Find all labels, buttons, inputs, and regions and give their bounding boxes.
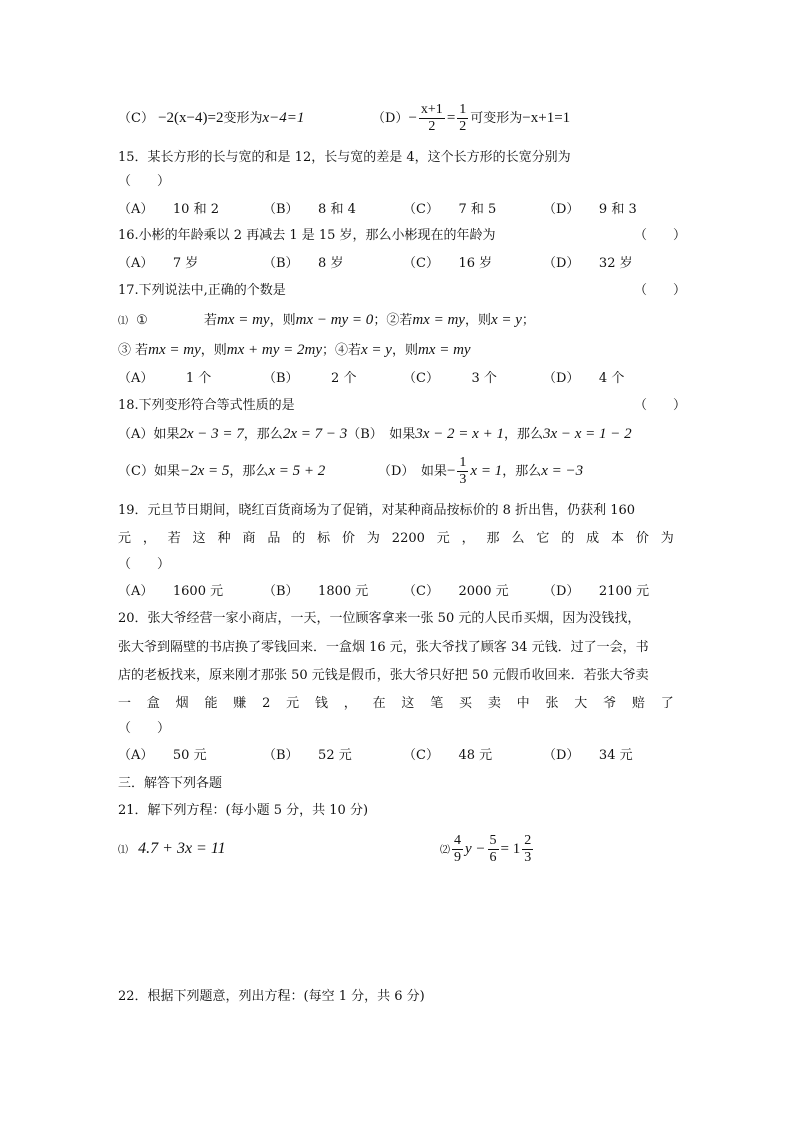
q14-d-minus: − (408, 110, 417, 126)
q18-d-den: 3 (459, 472, 467, 487)
q19-option-b: （B） 1800 元 (263, 584, 369, 599)
q17-line1-m2: mx − my = 0 (295, 312, 374, 328)
q17-line2-m3: x = y (361, 342, 392, 358)
q20-l4-w11: 笔 (430, 696, 444, 711)
q18-b-m2: 3x − x = 1 − 2 (542, 426, 632, 442)
q17-paren: （ ） (634, 283, 687, 298)
q19-line1: 19．元旦节日期间，晓红百货商场为了促销，对某种商品按标价的 8 折出售，仍获利 160 (118, 503, 636, 518)
q17-line2-c: ；④若 (321, 343, 361, 358)
q17-line1-d: ，则 (464, 313, 491, 328)
q17-option-c: （C） 3 个 (403, 371, 497, 386)
q14-c-label: （C） (118, 111, 154, 126)
q20-l4-w4: 赚 (233, 696, 247, 711)
q17-line2 (118, 338, 471, 362)
q21-p2-num3: 2 (524, 833, 532, 848)
q18-c-label: （C）如果 (118, 464, 180, 479)
q20-option-b: （B） 52 元 (263, 748, 352, 763)
q14-d-den: 2 (428, 119, 436, 134)
q17-line1-e: ； (521, 313, 535, 328)
q18-line-c (118, 459, 325, 483)
q16-option-d: （D） 32 岁 (543, 256, 633, 271)
q20-option-d: （D） 34 元 (543, 748, 633, 763)
q20-l4-w12: 买 (459, 696, 473, 711)
q17-option-d: （D） 4 个 (543, 371, 625, 386)
q21-p2-eq: = 1 (500, 841, 521, 857)
q16-option-b: （B） 8 岁 (263, 256, 344, 271)
q18-d-m1: x = 1 (470, 463, 503, 479)
q18-b-mid: ，那么 (503, 427, 543, 442)
q14-option-d (372, 98, 570, 138)
q21-p2-num2: 5 (489, 833, 497, 848)
q15-paren: （ ） (118, 174, 171, 189)
q19-l2-w6: 品 (267, 531, 281, 546)
q18-c-m2: x = 5 + 2 (268, 463, 326, 479)
q17-line2-m1: mx = my (148, 342, 201, 358)
q21-p2-label: ⑵ (440, 845, 450, 856)
q19-option-a: （A） 1600 元 (118, 584, 224, 599)
q20-option-a: （A） 50 元 (118, 748, 207, 763)
q17-line1-c: ；②若 (373, 313, 413, 328)
q17-line1-m3: mx = my (412, 312, 465, 328)
q17-line1-m4: x = y (490, 312, 522, 328)
q18-line-ab (118, 422, 632, 446)
q19-l2-w20: 价 (635, 531, 649, 546)
q18-a-m2: 2x = 7 − 3 (282, 426, 348, 442)
q19-l2-w10: 为 (366, 531, 380, 546)
q20-l4-w9: 在 (372, 696, 386, 711)
q17-line1 (118, 308, 535, 332)
q21-part2 (440, 828, 535, 870)
q18-stem: 18.下列变形符合等式性质的是 (118, 398, 295, 413)
q21-p2-frac2 (488, 833, 499, 866)
q21-p2-num1: 4 (454, 833, 461, 848)
q14-d-mid: 可变形为 (470, 111, 523, 126)
q14-d-den2: 2 (459, 119, 467, 134)
q16-paren: （ ） (634, 228, 687, 243)
q18-d-m2: x = −3 (541, 463, 584, 479)
section-3-heading: 三．解答下列各题 (118, 776, 223, 791)
q18-a-mid: ，那么 (243, 427, 283, 442)
q19-l2-w13: ， (461, 531, 475, 546)
q20-l4-w3: 能 (204, 696, 218, 711)
q21-p2-den1: 9 (454, 850, 461, 865)
q17-line2-d: ，则 (391, 343, 418, 358)
q17-option-b: （B） 2 个 (263, 371, 357, 386)
q14-c-rhs: x−4=1 (262, 110, 305, 126)
q14-d-eq: = (446, 110, 456, 126)
q18-a-m1: 2x − 3 = 7 (179, 426, 244, 442)
q20-l4-w8: ， (343, 696, 357, 711)
q19-l2-w2: 若 (167, 531, 181, 546)
q19-l2-w18: 成 (586, 531, 600, 546)
q21-p2-den2: 6 (489, 850, 497, 865)
q20-l4-w10: 这 (401, 696, 415, 711)
q19-l2-w7: 的 (292, 531, 306, 546)
q18-d-fraction (457, 455, 468, 488)
q20-l4-w18: 赔 (631, 696, 645, 711)
q14-d-rhs: −x+1=1 (522, 110, 571, 126)
q15-option-a: （A） 10 和 2 (118, 202, 219, 217)
q20-line2: 张大爷到隔壁的书店换了零钱回来．一盒烟 16 元，张大爷找了顾客 34 元钱．过了一会，书 (118, 640, 649, 655)
q15-stem: 15．某长方形的长与宽的和是 12，长与宽的差是 4，这个长方形的长宽分别为 (118, 150, 571, 165)
q17-line1-m1: mx = my (216, 312, 270, 328)
q20-l4-w15: 张 (545, 696, 559, 711)
q21-stem: 21．解下列方程：(每小题 5 分，共 10 分) (118, 803, 369, 818)
q16-option-a: （A） 7 岁 (118, 256, 199, 271)
q21-part1 (118, 836, 226, 862)
q19-l2-w12: 元 (436, 531, 450, 546)
q19-l2-w8: 标 (317, 531, 331, 546)
q20-l4-w2: 烟 (175, 696, 189, 711)
q18-b-label: （B） 如果 (347, 427, 416, 442)
q20-l4-w5: 2 (262, 696, 271, 711)
q19-l2-w16: 它 (536, 531, 550, 546)
q19-l2-w4: 种 (217, 531, 231, 546)
q20-l4-w6: 元 (286, 696, 300, 711)
q17-option-a: （A） 1 个 (118, 371, 212, 386)
q20-l4-w14: 中 (516, 696, 530, 711)
q20-l4-w7: 钱 (314, 696, 328, 711)
q19-paren: （ ） (118, 557, 171, 572)
q20-line3: 店的老板找来，原来刚才那张 50 元钱是假币，张大爷只好把 50 元假币收回来．若张大爷卖 (118, 668, 649, 683)
q21-p1-label: ⑴ (118, 845, 128, 856)
q14-d-fraction (419, 102, 445, 135)
q19-l2-w1: ， (142, 531, 156, 546)
q17-line2-b: ，则 (200, 343, 227, 358)
q20-l4-w19: 了 (660, 696, 674, 711)
q15-option-b: （B） 8 和 4 (263, 202, 356, 217)
q19-l2-w17: 的 (561, 531, 575, 546)
q14-d-fraction2 (457, 102, 468, 135)
q14-c-mid: 变形为 (223, 111, 263, 126)
q19-l2-w9: 价 (342, 531, 356, 546)
q21-p1-eq: 4.7 + 3x = 11 (138, 840, 226, 857)
q18-a-label: （A）如果 (118, 427, 180, 442)
q14-options-cd (118, 106, 304, 130)
q17-line1-a: 若 (203, 313, 217, 328)
q14-d-num: x+1 (420, 102, 443, 117)
q19-l2-w19: 本 (611, 531, 625, 546)
q18-b-m1: 3x − 2 = x + 1 (415, 426, 504, 442)
q18-d-num: 1 (459, 455, 467, 470)
q19-l2-w14: 那 (486, 531, 500, 546)
q17-line1-circ: ① (136, 313, 148, 328)
q17-line2-a: ③ 若 (118, 343, 149, 358)
q17-line1-marker: ⑴ (118, 316, 128, 327)
q19-line2 (118, 529, 674, 549)
q20-l4-w0: 一 (118, 696, 132, 711)
q20-l4-w1: 盒 (146, 696, 160, 711)
q19-l2-w21: 为 (660, 531, 674, 546)
q20-line1: 20．张大爷经营一家小商店，一天，一位顾客拿来一张 50 元的人民币买烟，因为没钱找， (118, 611, 641, 626)
q20-l4-w17: 爷 (603, 696, 617, 711)
q21-p2-y: y − (465, 841, 486, 857)
q20-l4-w13: 卖 (487, 696, 501, 711)
q20-line4 (118, 694, 674, 714)
q19-l2-w3: 这 (192, 531, 206, 546)
q17-line1-b: ，则 (269, 313, 296, 328)
q18-c-mid: ，那么 (229, 464, 269, 479)
q21-p2-frac3 (522, 833, 533, 866)
q22-stem: 22．根据下列题意，列出方程：(每空 1 分，共 6 分) (118, 989, 425, 1004)
q15-option-c: （C） 7 和 5 (403, 202, 497, 217)
q15-option-d: （D） 9 和 3 (543, 202, 637, 217)
q16-option-c: （C） 16 岁 (403, 256, 493, 271)
q16-stem: 16.小彬的年龄乘以 2 再减去 1 是 15 岁，那么小彬现在的年龄为 (118, 228, 496, 243)
q18-c-m1: −2x = 5 (179, 463, 230, 479)
q18-line-d (378, 452, 583, 490)
q19-l2-w0: 元 (118, 531, 132, 546)
q18-d-minus: − (446, 463, 456, 479)
q19-option-d: （D） 2100 元 (543, 584, 650, 599)
q14-d-label: （D） (372, 111, 409, 126)
q21-p2-frac1 (452, 833, 463, 866)
q17-stem: 17.下列说法中,正确的个数是 (118, 283, 286, 298)
q19-option-c: （C） 2000 元 (403, 584, 509, 599)
q19-l2-w5: 商 (242, 531, 256, 546)
q18-paren: （ ） (634, 398, 687, 413)
q14-d-num2: 1 (459, 102, 467, 117)
q17-line2-m2: mx + my = 2my (226, 342, 322, 358)
q20-l4-w16: 大 (574, 696, 588, 711)
q21-p2-den3: 3 (524, 850, 532, 865)
q14-c-lhs: −2(x−4)=2 (158, 110, 224, 126)
q20-paren: （ ） (118, 721, 171, 736)
q17-line2-m4: mx = my (417, 342, 471, 358)
q19-l2-w15: 么 (511, 531, 525, 546)
q18-d-label: （D） 如果 (378, 464, 447, 479)
q20-option-c: （C） 48 元 (403, 748, 493, 763)
q18-d-mid: ，那么 (502, 464, 542, 479)
q19-l2-w11: 2200 (391, 531, 425, 546)
